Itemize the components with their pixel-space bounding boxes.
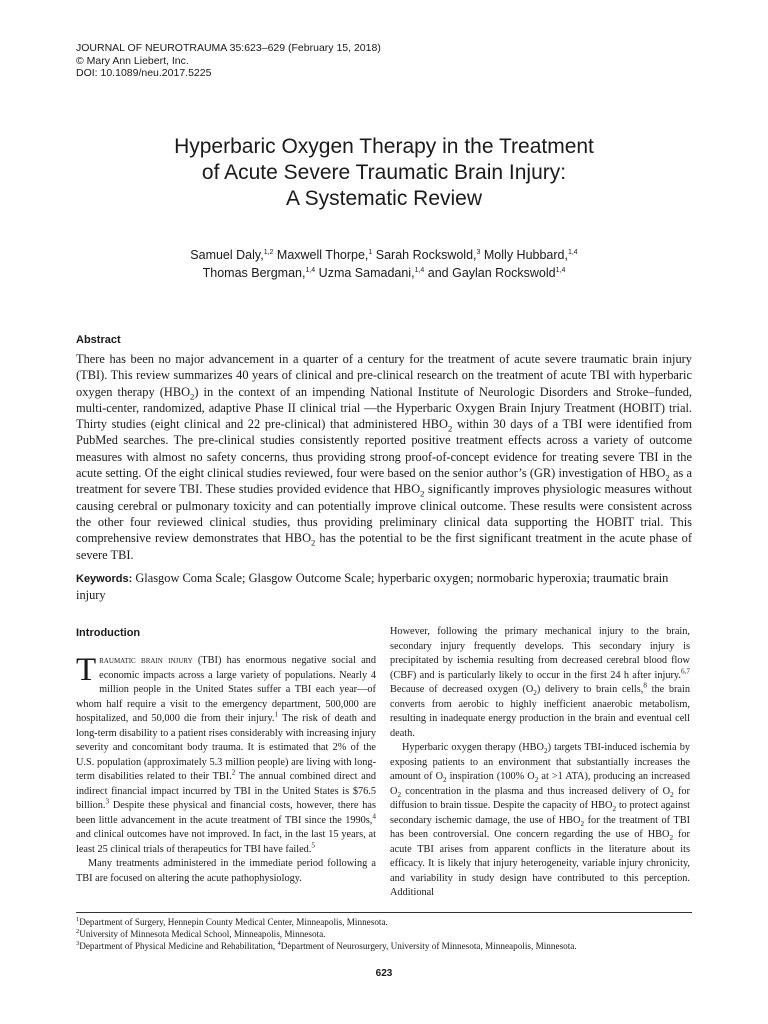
journal-citation: JOURNAL OF NEUROTRAUMA 35:623–629 (February 15, 2018) bbox=[76, 42, 381, 54]
author-affiliation: 1 bbox=[368, 248, 373, 256]
footnotes bbox=[76, 916, 577, 953]
footnote: $^1$Department of Surgery, Hennepin County Medical Center, Minneapolis, Minnesota. bbox=[76, 915, 388, 927]
author-name: Samuel Daly, bbox=[190, 248, 264, 262]
author-affiliation: 3 bbox=[476, 248, 481, 256]
doi-line: DOI: 10.1089/neu.2017.5225 bbox=[76, 67, 212, 79]
footnote: $^3$Department of Physical Medicine and Rehabilitation, $^4$Department of Neurosurgery, University of Minnesota, Minneapolis, Minnesota. bbox=[76, 940, 577, 952]
author-affiliation: 1,4 bbox=[414, 266, 425, 274]
body-column-right bbox=[390, 625, 690, 901]
title-line-2: of Acute Severe Traumatic Brain Injury: bbox=[201, 161, 567, 184]
author-name: Maxwell Thorpe, bbox=[273, 248, 369, 262]
author-name: Sarah Rockswold, bbox=[372, 248, 477, 262]
title-line-1: Hyperbaric Oxygen Therapy in the Treatment bbox=[174, 135, 594, 158]
drop-cap: T bbox=[76, 652, 97, 688]
abstract-heading: Abstract bbox=[76, 334, 121, 346]
author-name: Uzma Samadani, bbox=[315, 265, 415, 280]
footnote: $^2$University of Minnesota Medical School, Minneapolis, Minnesota. bbox=[76, 928, 326, 940]
paragraph: Many treatments administered in the immediate period following a TBI are focused on altering the acute pathophysiology. bbox=[76, 858, 376, 884]
copyright-line: © Mary Ann Liebert, Inc. bbox=[76, 54, 189, 67]
introduction-heading: Introduction bbox=[76, 627, 141, 639]
journal-header bbox=[76, 42, 381, 80]
author-affiliation: 1,4 bbox=[305, 266, 316, 274]
article-title bbox=[0, 134, 768, 212]
author-name: Molly Hubbard, bbox=[480, 248, 568, 262]
author-list bbox=[0, 247, 768, 282]
page-number: 623 bbox=[375, 968, 393, 979]
body-column-left bbox=[76, 654, 376, 886]
title-line-3: A Systematic Review bbox=[285, 187, 483, 210]
author-line-2 bbox=[0, 265, 768, 283]
author-affiliation: 1,2 bbox=[263, 248, 274, 256]
abstract-body: There has been no major advancement in a quarter of a century for the treatment of acute severe traumatic brain injury (TBI). This review summarizes 40 years of clinical and pre-clinical research on the treatment of acute TBI with hyperbaric oxygen therapy $(HBO_2)$ in the context of an impending National Institute of Neurologic Disorders and Stroke–funded, multi-center, randomized, adaptive Phase II clinical trial —the Hyperbaric Oxygen Brain Injury Treatment (HOBIT) trial. Thirty studies (eight clinical and 22 pre-clinical) that administered $HBO_2$ within 30 days of a TBI were identified from PubMed searches. The pre-clinical studies consistently reported positive treatment effects across a variety of outcome measures with almost no safety concerns, thus providing strong proof-of-concept evidence for treating severe TBI in the acute setting. Of the eight clinical studies reviewed, four were based on the senior author’s (GR) investigation of $HBO_2$ as a treatment for severe TBI. These studies provided evidence that $HBO_2$ significantly improves physiologic measures without causing cerebral or pulmonary toxicity and can potentially improve clinical outcome. These results were consistent across the other four reviewed clinical studies, thus providing preliminary clinical data supporting the HOBIT trial. This comprehensive review demonstrates that $HBO_2$ has the potential to be the first significant treatment in the acute phase of severe TBI. bbox=[76, 352, 692, 562]
footnote-divider bbox=[76, 912, 692, 913]
author-affiliation: 1,4 bbox=[567, 248, 578, 256]
paragraph: However, following the primary mechanical injury to the brain, secondary injury frequently develops. This secondary injury is precipitated by ischemia resulting from decreased cerebral blood flow (CBF) and is particularly likely to occur in the first 24 h after injury.$^{6,7}$ Because of decreased oxygen $(O_2)$ delivery to brain cells,$^8$ the brain converts from aerobic to highly inefficient anaerobic metabolism, resulting in inadequate energy production in the brain and eventual cell death. bbox=[390, 626, 690, 739]
keywords-text: Glasgow Coma Scale; Glasgow Outcome Scale; hyperbaric oxygen; normobaric hyperoxia; traumatic brain injury bbox=[76, 571, 669, 603]
author-affiliation: 1,4 bbox=[555, 266, 566, 274]
author-line-1 bbox=[0, 247, 768, 265]
keywords bbox=[76, 570, 692, 604]
author-name: Thomas Bergman, bbox=[202, 265, 306, 280]
paragraph: Hyperbaric oxygen therapy $(HBO_2)$ targets TBI-induced ischemia by exposing patients to an environment that substantially increases the amount of $O_2$ inspiration (100% $O_2$ at >1 ATA), producing an increased $O_2$ concentration in the plasma and thus increased delivery of $O_2$ for diffusion to brain tissue. Despite the capacity of $HBO_2$ to protect against secondary ischemic damage, the use of $HBO_2$ for the treatment of TBI has been controversial. One concern regarding the use of $HBO_2$ for acute TBI arises from apparent conflicts in the literature about its efficacy. It is likely that injury heterogeneity, variable injury chronicity, and variability in study design have contributed to this perception. Additional bbox=[390, 742, 691, 898]
paragraph: Traumatic brain injury (TBI) has enormous negative social and economic impacts across a large variety of populations. Nearly 4 million people in the United States suffer a TBI each year—of whom half require a visit to the emergency department, 500,000 are hospitalized, and 50,000 die from their injury.$^1$ The risk of death and long-term disability to a patient rises considerably with increasing injury severity and concomitant body trauma. It is estimated that 2% of the U.S. population (approximately 5.3 million people) are living with long-term disabilities related to their TBI.$^2$ The annual combined direct and indirect financial impact incurred by TBI in the United States is $76.5 billion.$^3$ Despite these physical and financial costs, however, there has been little advancement in the acute treatment of TBI since the 1990s,$^4$ and clinical outcomes have not improved. In fact, in the last 15 years, at least 25 clinical trials of therapeutics for TBI have failed.$^5$ bbox=[76, 652, 376, 855]
author-name: and Gaylan Rockswold bbox=[424, 265, 556, 280]
keywords-label: Keywords: bbox=[76, 573, 133, 585]
